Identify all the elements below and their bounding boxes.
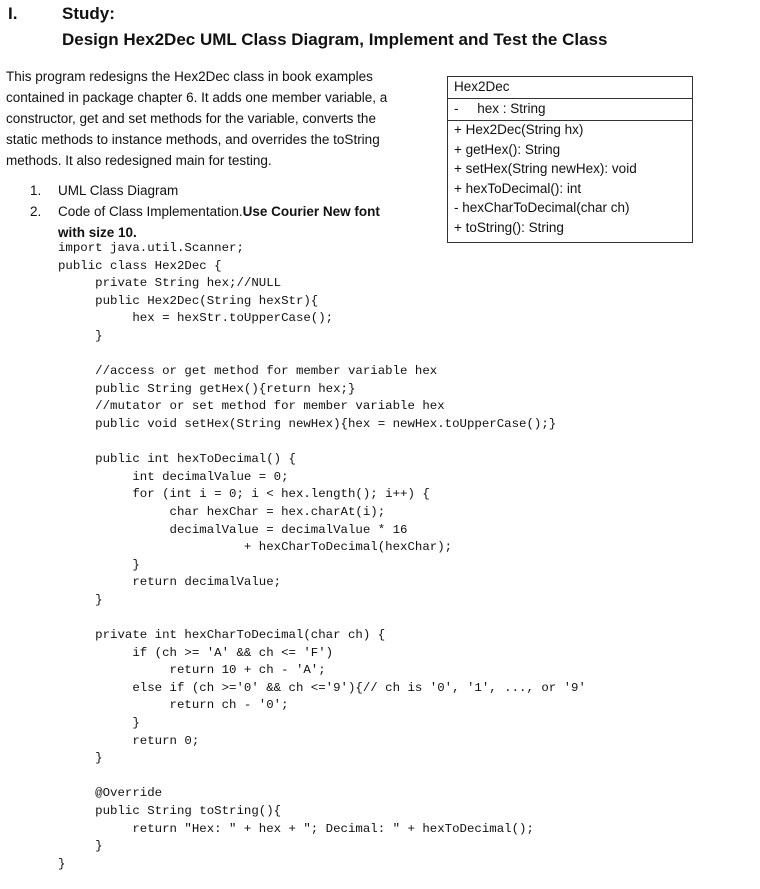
list-item-number: 1.	[30, 183, 42, 198]
code-line: }	[58, 839, 103, 854]
list-item-bold-text: Use Courier New font	[242, 204, 380, 219]
intro-paragraph	[6, 66, 436, 171]
code-line: @Override	[58, 786, 163, 801]
code-line: return 0;	[58, 733, 200, 748]
code-line: }	[58, 557, 140, 572]
intro-line: methods. It also redesigned main for testing.	[6, 153, 272, 168]
code-line: else if (ch >='0' && ch <='9'){// ch is '0', '1', ..., or '9'	[58, 680, 586, 695]
list-item-number: 2.	[30, 204, 42, 219]
intro-line: constructor, get and set methods for the variable, converts the	[6, 111, 376, 126]
uml-method: - hexCharToDecimal(char ch)	[454, 200, 630, 216]
code-line	[58, 768, 586, 786]
code-line: if (ch >= 'A' && ch <= 'F')	[58, 645, 334, 660]
code-listing	[58, 240, 586, 873]
uml-methods	[448, 121, 692, 242]
code-line: + hexCharToDecimal(hexChar);	[58, 540, 453, 555]
code-line: return ch - '0';	[58, 698, 289, 713]
list-item-continuation: with size 10.	[58, 225, 137, 240]
intro-line: static methods to instance methods, and overrides the toString	[6, 132, 380, 147]
code-line: //mutator or set method for member variable hex	[58, 399, 445, 414]
list-item-text: UML Class Diagram	[58, 183, 179, 198]
intro-line: contained in package chapter 6. It adds one member variable, a	[6, 90, 388, 105]
code-line: public Hex2Dec(String hexStr){	[58, 293, 319, 308]
code-line: public class Hex2Dec {	[58, 258, 222, 273]
uml-method: + hexToDecimal(): int	[454, 180, 582, 196]
code-line	[58, 434, 586, 452]
list-item	[30, 180, 380, 201]
document-subtitle: Design Hex2Dec UML Class Diagram, Implement and Test the Class	[62, 30, 608, 49]
numbered-list	[30, 180, 380, 243]
code-line: for (int i = 0; i < hex.length(); i++) {	[58, 487, 430, 502]
uml-method: + setHex(String newHex): void	[454, 161, 637, 177]
code-line: return 10 + ch - 'A';	[58, 663, 326, 678]
code-line: public int hexToDecimal() {	[58, 452, 296, 467]
code-line: char hexChar = hex.charAt(i);	[58, 504, 386, 519]
uml-method: + getHex(): String	[454, 141, 561, 157]
code-line: }	[58, 328, 103, 343]
code-line: }	[58, 751, 103, 766]
code-line: private int hexCharToDecimal(char ch) {	[58, 628, 386, 643]
section-title: Study:	[62, 4, 115, 23]
code-line	[58, 609, 586, 627]
code-line: return decimalValue;	[58, 575, 282, 590]
code-line: decimalValue = decimalValue * 16	[58, 522, 408, 537]
uml-class-name: Hex2Dec	[448, 77, 692, 99]
list-item	[30, 201, 380, 222]
code-line: public String getHex(){return hex;}	[58, 381, 356, 396]
code-line: }	[58, 856, 66, 871]
code-line: }	[58, 592, 103, 607]
section-number: I.	[8, 4, 18, 23]
uml-method: + Hex2Dec(String hx)	[454, 122, 584, 137]
code-line: public String toString(){	[58, 804, 282, 818]
code-line: //access or get method for member variable hex	[58, 364, 438, 379]
uml-method: + toString(): String	[454, 219, 564, 235]
code-line: }	[58, 716, 140, 731]
code-line: import java.util.Scanner;	[58, 241, 244, 255]
uml-attribute: - hex : String	[448, 99, 692, 121]
code-line: int decimalValue = 0;	[58, 469, 289, 484]
code-line	[58, 346, 586, 364]
list-item-text: Code of Class Implementation.	[58, 204, 243, 219]
code-line: public void setHex(String newHex){hex = newHex.toUpperCase();}	[58, 416, 557, 431]
intro-line: This program redesigns the Hex2Dec class in book examples	[6, 69, 373, 84]
code-line: private String hex;//NULL	[58, 276, 282, 291]
code-line: return "Hex: " + hex + "; Decimal: " + hexToDecimal();	[58, 821, 534, 836]
uml-class-diagram	[447, 76, 693, 243]
code-line: hex = hexStr.toUpperCase();	[58, 311, 334, 326]
